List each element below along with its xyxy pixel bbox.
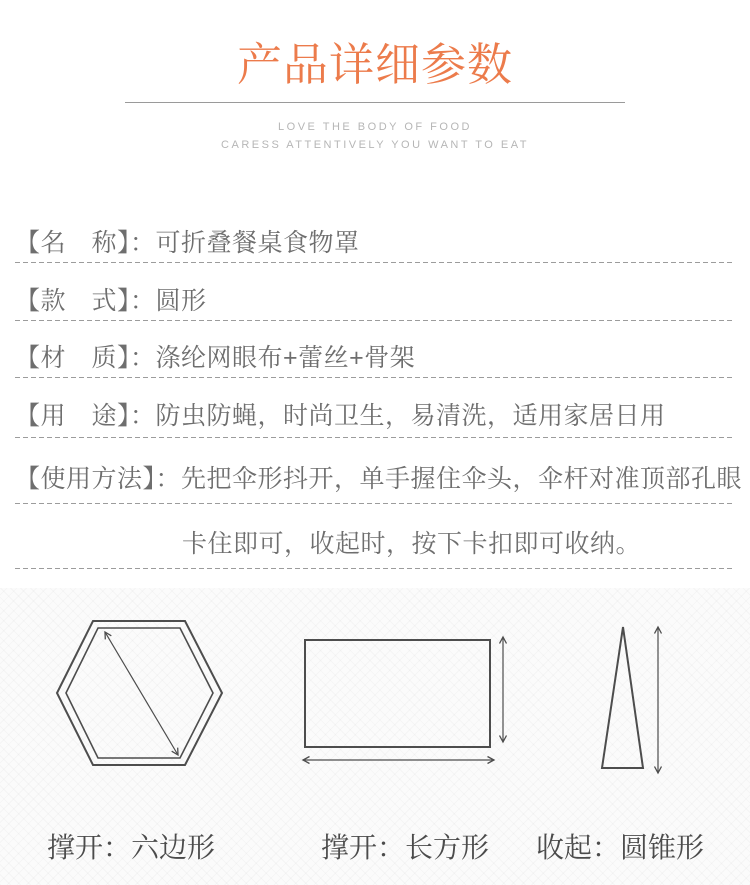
spec-row-instructions-line2: 卡住即可，收起时，按下卡扣即可收纳。	[182, 530, 642, 558]
shape-diagram-section	[0, 588, 750, 885]
spec-row-name: 【名 称】：可折叠餐桌食物罩	[15, 229, 360, 257]
hexagon-diagram	[50, 612, 230, 774]
spec-divider	[15, 568, 735, 569]
rectangle-diagram	[293, 623, 518, 773]
rectangle-caption: 撑开：长方形	[320, 832, 489, 863]
title-underline	[125, 102, 625, 103]
spec-row-usage: 【用 途】：防虫防蝇，时尚卫生，易清洗，适用家居日用	[15, 402, 666, 430]
spec-row-material: 【材 质】：涤纶网眼布+蕾丝+骨架	[15, 344, 416, 372]
spec-divider	[15, 503, 735, 504]
page-title: 产品详细参数	[236, 39, 513, 90]
spec-divider	[15, 377, 735, 378]
spec-row-style: 【款 式】：圆形	[15, 287, 207, 315]
subtitle-line-1: LOVE THE BODY OF FOOD	[278, 121, 472, 133]
spec-divider	[15, 320, 735, 321]
hexagon-caption: 撑开：六边形	[46, 832, 215, 863]
subtitle-line-2: CARESS ATTENTIVELY YOU WANT TO EAT	[221, 139, 529, 151]
spec-divider	[15, 262, 735, 263]
cone-caption: 收起：圆锥形	[535, 832, 704, 863]
spec-row-instructions-line1: 【使用方法】：先把伞形抖开，单手握住伞头，伞杆对准顶部孔眼	[15, 465, 743, 493]
spec-divider	[15, 437, 735, 438]
cone-diagram	[588, 613, 678, 783]
